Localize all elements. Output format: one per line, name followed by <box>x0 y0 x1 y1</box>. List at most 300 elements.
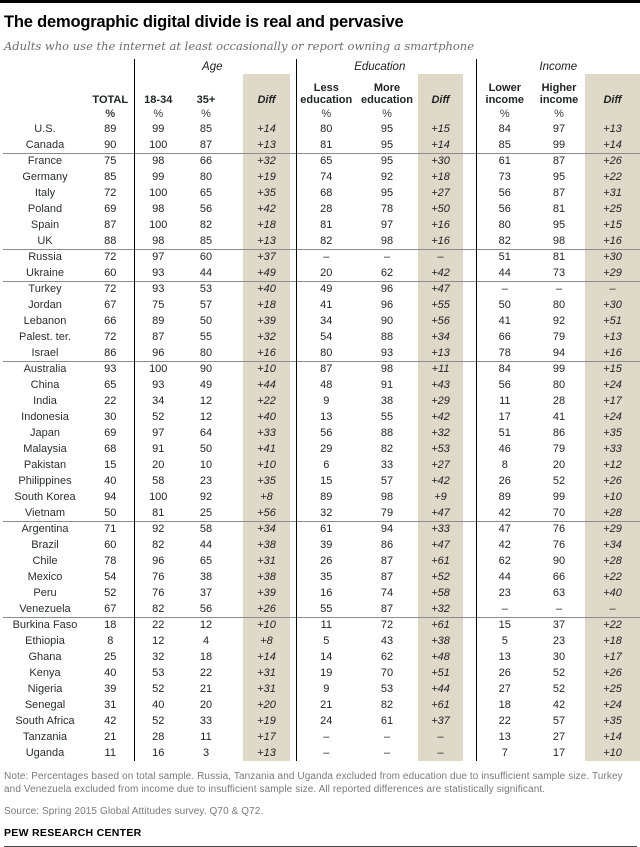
value-cell: +8 <box>243 633 290 649</box>
value-cell: +10 <box>243 617 290 633</box>
percent-symbol: % <box>382 108 392 120</box>
value-cell: 96 <box>356 281 418 297</box>
value-cell: 65 <box>296 153 356 169</box>
value-cell: 95 <box>552 171 566 183</box>
value-cell: – <box>476 281 533 297</box>
spacer-cell <box>463 569 476 585</box>
value-cell: 27 <box>552 731 566 743</box>
country-label: Pakistan <box>23 459 67 471</box>
value-cell: 61 <box>476 153 533 169</box>
spacer-cell <box>463 249 476 265</box>
value-cell: 25 <box>87 649 134 665</box>
country-label: Philippines <box>18 475 72 487</box>
value-cell: 90 <box>380 315 394 327</box>
value-cell: 69 <box>87 425 134 441</box>
value-cell: 39 <box>320 539 333 551</box>
country-label: Israel <box>31 346 59 359</box>
spacer-cell <box>463 489 476 505</box>
country-label: Burkina Faso <box>3 617 87 633</box>
value-cell: 11 <box>499 395 511 407</box>
value-cell: 17 <box>498 411 511 423</box>
country-label: Japan <box>30 427 60 439</box>
value-cell: 56 <box>498 203 511 215</box>
value-cell: 28 <box>552 395 566 407</box>
spacer-cell <box>463 74 476 108</box>
footer <box>4 770 637 847</box>
value-cell: 87 <box>380 602 394 615</box>
value-cell: 53 <box>152 667 165 679</box>
value-cell: – <box>555 602 563 615</box>
table-row <box>3 473 640 489</box>
country-label: Ghana <box>28 651 62 663</box>
table-row <box>3 121 640 137</box>
value-cell: 85 <box>87 169 134 185</box>
value-cell: +17 <box>585 649 640 665</box>
value-cell: +20 <box>243 697 290 713</box>
spacer-cell <box>463 329 476 345</box>
country-label: Italy <box>34 187 56 199</box>
value-cell: 87 <box>296 361 356 377</box>
value-cell: 15 <box>87 457 134 473</box>
value-cell: 88 <box>87 233 134 249</box>
value-cell: 18 <box>498 699 511 711</box>
value-cell: – <box>585 601 640 617</box>
value-cell: 11 <box>87 745 134 761</box>
value-cell: – <box>323 731 330 743</box>
value-cell: +29 <box>418 393 463 409</box>
value-cell: +53 <box>418 441 463 457</box>
spacer-cell <box>230 153 243 169</box>
value-cell: +15 <box>585 361 640 377</box>
value-cell: 87 <box>380 571 394 583</box>
value-cell: +14 <box>585 137 640 153</box>
value-cell: – <box>418 745 463 761</box>
value-cell: +40 <box>585 585 640 601</box>
spacer-cell <box>418 108 463 121</box>
value-cell: – <box>383 747 391 759</box>
value-cell: +22 <box>585 617 640 633</box>
spacer-cell <box>463 521 476 537</box>
value-cell: 82 <box>320 234 333 247</box>
table-row <box>3 329 640 345</box>
value-cell: +44 <box>418 681 463 697</box>
value-cell: 82 <box>199 219 213 231</box>
table-row <box>3 585 640 601</box>
value-cell: 72 <box>87 329 134 345</box>
spacer-cell <box>230 185 243 201</box>
value-cell: +34 <box>243 521 290 537</box>
table-row <box>3 633 640 649</box>
value-cell: +58 <box>418 585 463 601</box>
column-header-age-diff: Diff <box>243 74 290 108</box>
value-cell: 99 <box>152 171 165 183</box>
value-cell: 94 <box>552 346 566 359</box>
percent-symbol: % <box>153 108 164 120</box>
value-cell: +12 <box>585 457 640 473</box>
value-cell: +32 <box>418 601 463 617</box>
table-row <box>3 553 640 569</box>
value-cell: 56 <box>199 203 213 215</box>
value-cell: 56 <box>199 602 213 615</box>
spacer-cell <box>230 713 243 729</box>
value-cell: 50 <box>87 505 134 521</box>
spacer-cell <box>463 59 476 74</box>
value-cell: 3 <box>202 747 210 759</box>
country-label: UK <box>37 234 53 247</box>
value-cell: 95 <box>552 219 566 231</box>
value-cell: +51 <box>418 665 463 681</box>
value-cell: 21 <box>320 699 333 711</box>
table-row <box>3 649 640 665</box>
value-cell: 50 <box>199 315 213 327</box>
value-cell: 56 <box>498 379 511 391</box>
table-row <box>3 393 640 409</box>
country-label: Mexico <box>27 571 63 583</box>
spacer-cell <box>463 185 476 201</box>
value-cell: +19 <box>243 713 290 729</box>
value-cell: 93 <box>152 379 165 391</box>
country-label: Uganda <box>25 747 65 759</box>
table-row <box>3 665 640 681</box>
value-cell: 96 <box>152 555 165 567</box>
page-subtitle: Adults who use the internet at least occasionally or report owning a smartphone <box>4 39 475 53</box>
value-cell: 98 <box>552 234 566 247</box>
value-cell: 95 <box>380 123 394 135</box>
value-cell: 70 <box>552 506 566 519</box>
value-cell: 67 <box>87 297 134 313</box>
page-title: The demographic digital divide is real and pervasive <box>4 13 404 31</box>
value-cell: +35 <box>243 473 290 489</box>
value-cell: 20 <box>320 266 333 279</box>
value-cell: 18 <box>87 617 134 633</box>
value-cell: 21 <box>87 729 134 745</box>
group-label-education: Education <box>354 60 406 73</box>
value-cell: 12 <box>199 411 213 423</box>
value-cell: 93 <box>87 361 134 377</box>
table-row <box>3 681 640 697</box>
value-cell: +17 <box>585 393 640 409</box>
value-cell: 22 <box>498 715 511 727</box>
value-cell: 87 <box>87 217 134 233</box>
table-row <box>3 249 640 265</box>
value-cell: 53 <box>380 683 394 695</box>
value-cell: 6 <box>323 459 330 471</box>
spacer-cell <box>463 361 476 377</box>
value-cell: +24 <box>585 697 640 713</box>
spacer-cell <box>230 729 243 745</box>
value-cell: 80 <box>320 123 333 135</box>
value-cell: +47 <box>418 505 463 521</box>
value-cell: 92 <box>134 521 182 537</box>
value-cell: +44 <box>243 377 290 393</box>
value-cell: 63 <box>552 587 566 599</box>
value-cell: 42 <box>498 539 511 551</box>
value-cell: 15 <box>476 617 533 633</box>
value-cell: +25 <box>585 681 640 697</box>
spacer-cell <box>3 59 87 74</box>
spacer-cell <box>230 217 243 233</box>
value-cell: 17 <box>552 747 566 759</box>
value-cell: 52 <box>552 667 566 679</box>
value-cell: 40 <box>152 699 165 711</box>
value-cell: 70 <box>380 667 394 679</box>
value-cell: 26 <box>498 475 511 487</box>
value-cell: 8 <box>87 633 134 649</box>
value-cell: +10 <box>243 457 290 473</box>
value-cell: +40 <box>243 281 290 297</box>
table-row <box>3 569 640 585</box>
spacer-cell <box>230 601 243 617</box>
table-row <box>3 361 640 377</box>
note-text: Note: Percentages based on total sample. Russia, Tanzania and Uganda excluded from education due to insufficient sample size. Turkey and Venezuela excluded from income due to insufficient sample size. All reported differences are statistically significant. <box>4 771 623 795</box>
value-cell: 93 <box>380 346 394 359</box>
value-cell: +40 <box>243 409 290 425</box>
spacer-cell <box>230 409 243 425</box>
value-cell: 7 <box>501 747 508 759</box>
value-cell: 23 <box>498 587 511 599</box>
value-cell: +34 <box>585 537 640 553</box>
value-cell: 5 <box>323 635 330 647</box>
value-cell: +37 <box>243 249 290 265</box>
value-cell: 94 <box>87 489 134 505</box>
value-cell: +31 <box>243 681 290 697</box>
country-label: China <box>30 379 60 391</box>
value-cell: 87 <box>533 153 585 169</box>
value-cell: 41 <box>498 315 511 327</box>
table-row <box>3 217 640 233</box>
value-cell: 76 <box>152 587 165 599</box>
value-cell: 76 <box>533 521 585 537</box>
value-cell: 9 <box>323 395 330 407</box>
value-cell: +26 <box>585 153 640 169</box>
country-label: Russia <box>3 249 87 265</box>
value-cell: 48 <box>320 379 333 391</box>
value-cell: +37 <box>418 713 463 729</box>
value-cell: 58 <box>182 521 230 537</box>
value-cell: – <box>585 281 640 297</box>
value-cell: 60 <box>182 249 230 265</box>
value-cell: 90 <box>87 137 134 153</box>
spacer-cell <box>230 121 243 137</box>
value-cell: +18 <box>418 169 463 185</box>
value-cell: +14 <box>418 137 463 153</box>
value-cell: 67 <box>87 601 134 617</box>
value-cell: 88 <box>380 427 394 439</box>
value-cell: – <box>418 729 463 745</box>
value-cell: +39 <box>243 313 290 329</box>
value-cell: 47 <box>476 521 533 537</box>
value-cell: +42 <box>243 201 290 217</box>
value-cell: 44 <box>199 266 213 279</box>
spacer-cell <box>463 201 476 217</box>
value-cell: 76 <box>552 539 566 551</box>
value-cell: +17 <box>243 729 290 745</box>
value-cell: 46 <box>498 443 511 455</box>
source-text: Source: Spring 2015 Global Attitudes survey. Q70 & Q72. <box>4 806 264 817</box>
value-cell: 74 <box>320 171 333 183</box>
spacer-cell <box>463 745 476 761</box>
spacer-cell <box>463 281 476 297</box>
value-cell: +42 <box>418 409 463 425</box>
value-cell: +32 <box>418 425 463 441</box>
value-cell: +16 <box>418 217 463 233</box>
spacer-cell <box>230 489 243 505</box>
value-cell: +24 <box>585 377 640 393</box>
value-cell: 30 <box>87 409 134 425</box>
country-label: Poland <box>27 203 63 215</box>
value-cell: 78 <box>498 346 511 359</box>
value-cell: 81 <box>320 219 333 231</box>
spacer-cell <box>463 713 476 729</box>
spacer-cell <box>463 729 476 745</box>
value-cell: +26 <box>585 665 640 681</box>
country-label: Ukraine <box>26 266 64 279</box>
value-cell: 44 <box>498 266 511 279</box>
value-cell: 52 <box>552 475 566 487</box>
spacer-cell <box>463 313 476 329</box>
table-row <box>3 345 640 361</box>
value-cell: +15 <box>418 121 463 137</box>
value-cell: 42 <box>87 713 134 729</box>
table-row <box>3 297 640 313</box>
value-cell: 98 <box>380 234 394 247</box>
value-cell: +13 <box>243 745 290 761</box>
value-cell: 61 <box>296 521 356 537</box>
spacer-cell <box>463 585 476 601</box>
value-cell: 57 <box>380 475 394 487</box>
value-cell: 99 <box>552 138 566 151</box>
country-label: Lebanon <box>23 315 67 327</box>
value-cell: 37 <box>533 617 585 633</box>
value-cell: 28 <box>152 731 165 743</box>
value-cell: 11 <box>200 731 212 743</box>
value-cell: 34 <box>152 395 165 407</box>
value-cell: 100 <box>149 491 168 503</box>
value-cell: 61 <box>380 715 394 727</box>
value-cell: +10 <box>585 745 640 761</box>
value-cell: 13 <box>498 651 511 663</box>
country-label: Brazil <box>31 539 59 551</box>
value-cell: 100 <box>149 138 168 151</box>
spacer-cell <box>230 745 243 761</box>
value-cell: 4 <box>202 635 210 647</box>
value-cell: +29 <box>585 265 640 281</box>
value-cell: 78 <box>380 203 394 215</box>
value-cell: 60 <box>87 537 134 553</box>
value-cell: 82 <box>152 602 165 615</box>
percent-header-row <box>3 108 640 121</box>
value-cell: +15 <box>585 217 640 233</box>
value-cell: 56 <box>498 187 511 199</box>
value-cell: 79 <box>552 443 566 455</box>
value-cell: – <box>501 602 508 615</box>
spacer-cell <box>230 74 243 108</box>
spacer-cell <box>463 633 476 649</box>
spacer-cell <box>463 265 476 281</box>
spacer-cell <box>463 649 476 665</box>
value-cell: +31 <box>585 185 640 201</box>
value-cell: +56 <box>418 313 463 329</box>
spacer-cell <box>463 697 476 713</box>
value-cell: +30 <box>585 297 640 313</box>
spacer-cell <box>463 217 476 233</box>
value-cell: +35 <box>585 713 640 729</box>
value-cell: 8 <box>501 459 508 471</box>
value-cell: 98 <box>152 234 165 247</box>
spacer-cell <box>230 617 243 633</box>
spacer-cell <box>230 457 243 473</box>
value-cell: 72 <box>356 617 418 633</box>
table-row <box>3 409 640 425</box>
value-cell: 26 <box>320 555 333 567</box>
value-cell: 96 <box>380 299 394 311</box>
spacer-cell <box>230 249 243 265</box>
column-header-row <box>3 74 640 108</box>
country-label: Malaysia <box>23 443 67 455</box>
value-cell: 69 <box>87 201 134 217</box>
column-header-edu-less: Less education <box>300 82 353 106</box>
spacer-cell <box>463 473 476 489</box>
value-cell: 86 <box>552 427 566 439</box>
spacer-cell <box>230 345 243 361</box>
percent-symbol: % <box>499 108 510 120</box>
spacer-cell <box>230 505 243 521</box>
value-cell: +14 <box>585 729 640 745</box>
value-cell: +30 <box>418 153 463 169</box>
value-cell: 37 <box>199 587 213 599</box>
value-cell: +28 <box>585 505 640 521</box>
column-header-inc-higher: Higher income <box>539 82 579 106</box>
value-cell: 97 <box>134 249 182 265</box>
spacer-cell <box>463 681 476 697</box>
value-cell: 11 <box>296 617 356 633</box>
value-cell: 93 <box>134 281 182 297</box>
value-cell: +16 <box>418 233 463 249</box>
country-label: South Africa <box>15 715 75 727</box>
value-cell: +31 <box>243 665 290 681</box>
value-cell: 19 <box>320 667 333 679</box>
value-cell: 50 <box>199 443 213 455</box>
value-cell: +25 <box>585 201 640 217</box>
value-cell: +32 <box>243 329 290 345</box>
value-cell: 99 <box>533 361 585 377</box>
value-cell: 16 <box>152 747 165 759</box>
value-cell: 12 <box>152 635 165 647</box>
value-cell: 5 <box>501 635 508 647</box>
value-cell: +61 <box>418 553 463 569</box>
table-row <box>3 521 640 537</box>
value-cell: +38 <box>418 633 463 649</box>
spacer-cell <box>230 665 243 681</box>
value-cell: +16 <box>585 345 640 361</box>
value-cell: +18 <box>243 217 290 233</box>
value-cell: 60 <box>87 265 134 281</box>
value-cell: 97 <box>152 427 165 439</box>
spacer-cell <box>463 425 476 441</box>
value-cell: 13 <box>498 731 511 743</box>
value-cell: +56 <box>243 505 290 521</box>
spacer-cell <box>230 553 243 569</box>
value-cell: 80 <box>199 346 213 359</box>
spacer-cell <box>230 361 243 377</box>
value-cell: 24 <box>320 715 333 727</box>
value-cell: 72 <box>87 185 134 201</box>
value-cell: 98 <box>152 203 165 215</box>
value-cell: 41 <box>320 299 333 311</box>
value-cell: 92 <box>552 315 566 327</box>
value-cell: +28 <box>585 553 640 569</box>
value-cell: 92 <box>199 491 213 503</box>
